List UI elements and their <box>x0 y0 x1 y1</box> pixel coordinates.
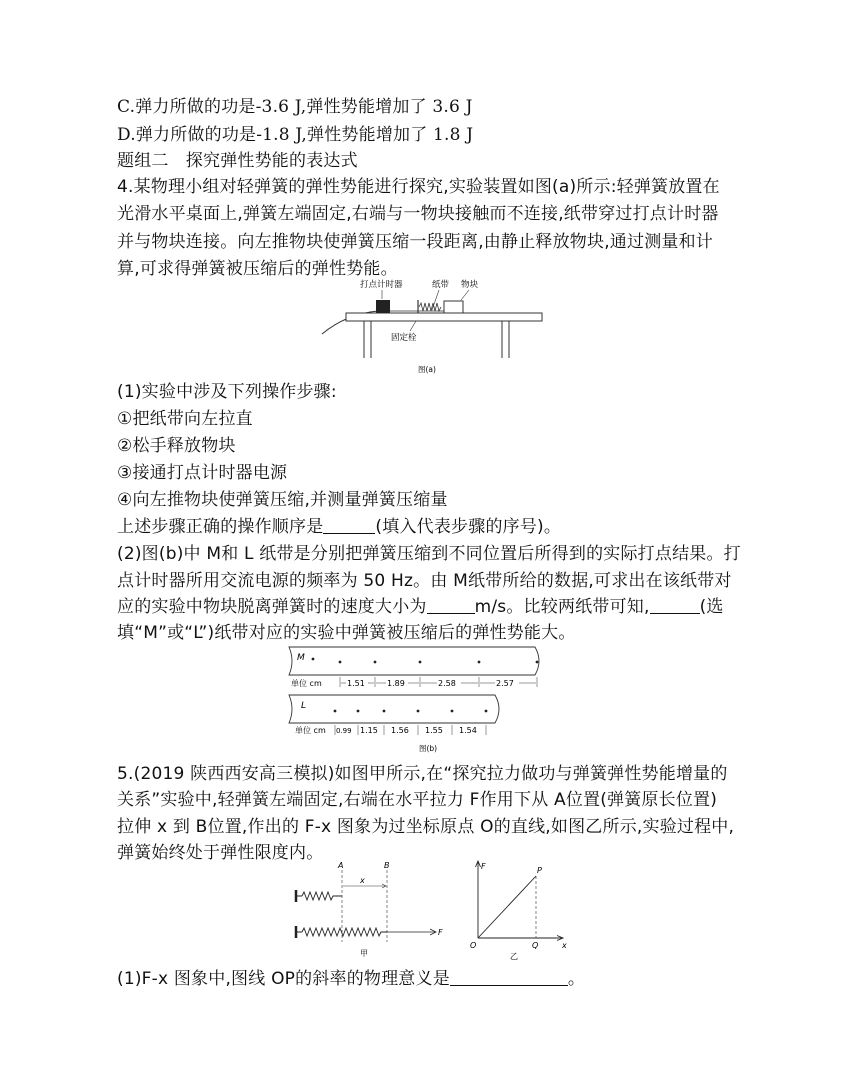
q4-text-line: 并与物块连接。向左推物块使弹簧压缩一段距离,由静止释放物块,通过测量和计 <box>117 232 714 252</box>
tape-l-interval: 0.99 <box>336 727 352 735</box>
timer-block <box>376 300 390 313</box>
step-1: ①把纸带向左拉直 <box>117 409 253 429</box>
choice-prefix: (选 <box>699 597 724 617</box>
tape-m-interval: 1.89 <box>387 679 405 688</box>
figure-b-caption: 图(b) <box>419 744 438 753</box>
tape-l <box>289 695 499 723</box>
answer-line-slope <box>117 968 585 990</box>
tape-l-unit: 单位 cm <box>295 726 326 735</box>
speed-unit: m/s。比较两纸带可知, <box>474 597 650 617</box>
tape-dot <box>485 710 488 713</box>
tape-m-interval: 1.51 <box>347 679 365 688</box>
q4-text-line: 光滑水平桌面上,弹簧左端固定,右端与一物块接触而不连接,纸带穿过打点计时器 <box>117 204 719 224</box>
slope-suffix: 。 <box>567 969 586 989</box>
speed-prompt: 应的实验中物块脱离弹簧时的速度大小为 <box>117 597 427 617</box>
tape-answer-blank[interactable] <box>650 597 700 614</box>
slope-answer-blank[interactable] <box>450 969 568 986</box>
order-prompt: 上述步骤正确的操作顺序是 <box>117 517 324 537</box>
spring-stretched <box>302 928 387 936</box>
tape-dot <box>451 710 454 713</box>
tape-m-interval: 2.57 <box>496 679 514 688</box>
label-a: A <box>338 861 344 870</box>
timer-label: 打点计时器 <box>360 280 403 290</box>
q4-part1: (1)实验中涉及下列操作步骤: <box>117 382 337 402</box>
tape-dot <box>478 661 481 664</box>
figure-jia-springs <box>290 858 450 960</box>
tape-l-interval: 1.56 <box>391 726 409 735</box>
tape-l-interval: 1.15 <box>360 726 378 735</box>
label-b: B <box>384 861 390 870</box>
origin-o: O <box>470 941 477 950</box>
tape-m-interval: 2.58 <box>438 679 456 688</box>
tape-dot <box>357 710 360 713</box>
label-x: x <box>360 876 365 885</box>
order-suffix: (填入代表步骤的序号)。 <box>375 517 562 537</box>
tape-label: 纸带 <box>432 280 450 290</box>
step-4: ④向左推物块使弹簧压缩,并测量弹簧压缩量 <box>117 490 448 510</box>
q5-text-line: 弹簧始终处于弹性限度内。 <box>117 843 324 863</box>
figure-a-apparatus <box>318 276 546 376</box>
slope-prompt: (1)F-x 图象中,图线 OP的斜率的物理意义是 <box>117 969 450 989</box>
figure-yi-caption: 乙 <box>510 952 518 961</box>
tape-dot <box>419 661 422 664</box>
figure-yi-graph <box>466 856 576 962</box>
option-c: C.弹力所做的功是-3.6 J,弹性势能增加了 3.6 J <box>117 97 473 117</box>
step-3: ③接通打点计时器电源 <box>117 463 288 483</box>
point-q: Q <box>532 941 539 950</box>
tape-m-unit: 单位 cm <box>291 679 322 688</box>
tape-dot <box>417 710 420 713</box>
tape-l-interval: 1.55 <box>425 726 443 735</box>
q5-text-line: 拉伸 x 到 B位置,作出的 F-x 图象为过坐标原点 O的直线,如图乙所示,实验过程中, <box>117 817 735 837</box>
tape-m-label: M <box>297 653 305 663</box>
axis-label-x: x <box>562 941 567 950</box>
label-f: F <box>438 928 443 937</box>
figure-a-caption: 图(a) <box>418 365 436 374</box>
q5-text-line: 关系”实验中,轻弹簧左端固定,右端在水平拉力 F作用下从 A位置(弹簧原长位置) <box>117 790 718 810</box>
spring <box>419 303 441 311</box>
speed-answer-blank[interactable] <box>427 597 475 614</box>
axis-label-f: F <box>481 862 486 871</box>
order-answer-blank[interactable] <box>323 517 375 534</box>
tape-l-label: L <box>301 701 307 711</box>
section-heading: 题组二 探究弹性势能的表达式 <box>117 151 358 171</box>
tape-dot <box>334 710 337 713</box>
q4-part2-line: 点计时器所用交流电源的频率为 50 Hz。由 M纸带所给的数据,可求出在该纸带对 <box>117 571 732 591</box>
q5-text-line: 5.(2019 陕西西安高三模拟)如图甲所示,在“探究拉力做功与弹簧弹性势能增量的 <box>117 764 728 784</box>
tape-dot <box>312 658 315 661</box>
tape-m <box>289 647 539 675</box>
q4-part2-line: 填“M”或“L”)纸带对应的实验中弹簧被压缩后的弹性势能大。 <box>117 623 576 643</box>
q4-text-line: 算,可求得弹簧被压缩后的弹性势能。 <box>117 259 398 279</box>
step-2: ②松手释放物块 <box>117 436 236 456</box>
figure-b-tapes <box>285 645 575 755</box>
spring-relaxed <box>302 892 342 900</box>
block <box>444 301 463 313</box>
tape-dot <box>339 661 342 664</box>
tape-dot <box>536 661 539 664</box>
q4-part2-line: (2)图(b)中 M和 L 纸带是分别把弹簧压缩到不同位置后所得到的实际打点结果。打 <box>117 544 741 564</box>
figure-jia-caption: 甲 <box>360 949 368 958</box>
tape-dot <box>374 661 377 664</box>
pin-label: 固定栓 <box>391 333 417 343</box>
answer-line-order <box>117 516 561 538</box>
line-op <box>478 876 536 938</box>
tape-dot <box>383 710 386 713</box>
tape-l-interval: 1.54 <box>459 726 477 735</box>
block-label: 物块 <box>461 280 479 290</box>
q4-text-line: 4.某物理小组对轻弹簧的弹性势能进行探究,实验装置如图(a)所示:轻弹簧放置在 <box>117 177 720 197</box>
answer-line-speed <box>117 596 724 618</box>
point-p: P <box>537 866 542 875</box>
option-d: D.弹力所做的功是-1.8 J,弹性势能增加了 1.8 J <box>117 125 474 145</box>
